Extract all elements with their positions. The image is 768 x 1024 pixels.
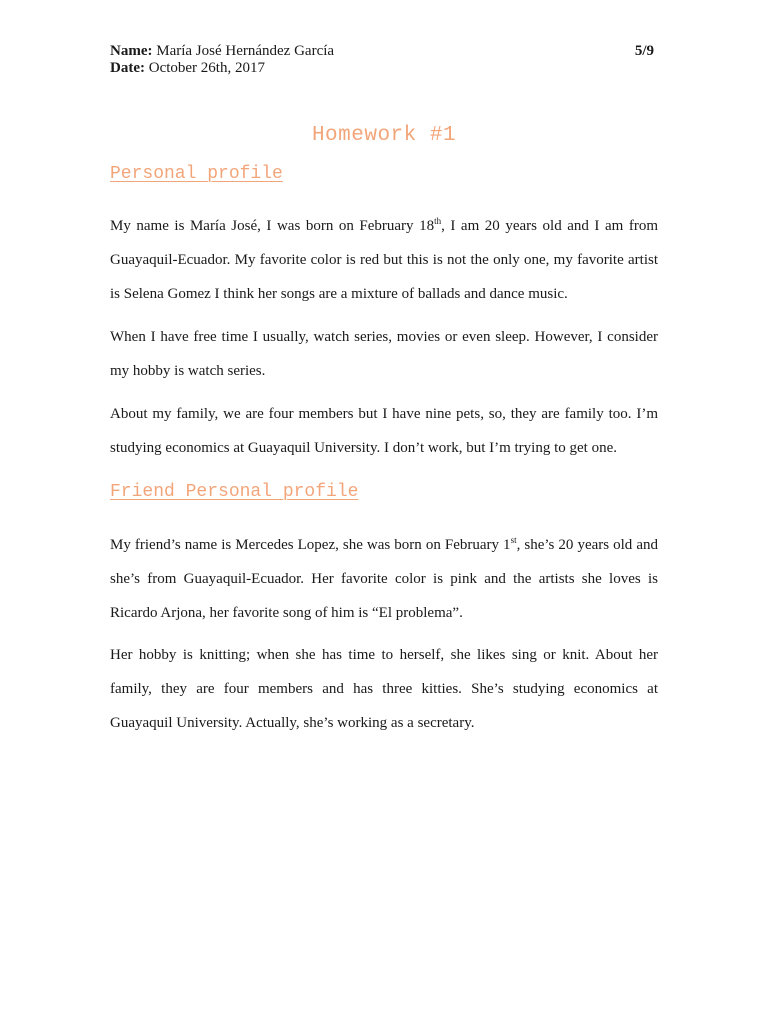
friend-paragraph: Her hobby is knitting; when she has time to herself, she likes sing or knit. About her family, they are four members and has three kitties. She’s studying economics at Guayaquil University. Actually, she’s working as a secretary. [110,647,658,731]
paragraph-text: , I am 20 years old and I am from Guayaquil-Ecuador. My favorite color is red but this is not the only one, my favorite artist is Selena Gomez I think her songs are a mixture of ballads and dance music. [110,218,658,302]
friend-paragraph [110,528,658,630]
paragraph-text: My friend’s name is Mercedes Lopez, she was born on February 1 [110,537,511,553]
header-name-row [110,43,654,60]
personal-profile-heading: Personal profile [110,164,283,184]
personal-paragraph [110,209,658,311]
page-number: 5/9 [634,43,654,59]
ordinal-suffix: st [510,535,517,545]
paragraph-text: , she’s 20 years old and she’s from Guayaquil-Ecuador. Her favorite color is pink and the artists she loves is Ricardo Arjona, her favorite song of him is “El problema”. [110,537,658,621]
header-date-row [110,60,654,77]
friend-profile-heading: Friend Personal profile [110,482,359,502]
personal-paragraph: About my family, we are four members but I have nine pets, so, they are family too. I’m studying economics at Guayaquil University. I don’t work, but I’m trying to get one. [110,406,658,456]
student-name [110,43,334,60]
document-date [110,60,265,77]
paragraph-text: My name is María José, I was born on February 18 [110,218,435,234]
personal-paragraph: When I have free time I usually, watch series, movies or even sleep. However, I consider my hobby is watch series. [110,329,658,379]
document-title: Homework #1 [311,124,457,147]
name-label: Name: [110,43,153,59]
ordinal-suffix: th [434,216,442,226]
name-value: María José Hernández García [152,43,335,59]
document-header [110,43,654,77]
date-value: October 26th, 2017 [144,60,265,76]
date-label: Date: [110,60,145,76]
